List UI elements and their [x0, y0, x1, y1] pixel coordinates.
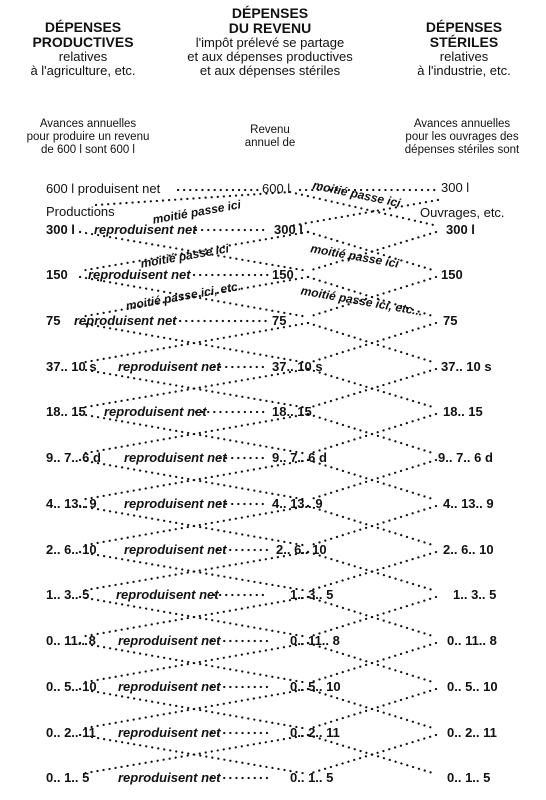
row-right-value: 0.. 11.. 8	[447, 633, 497, 648]
first-row-right-value: 300 l	[441, 180, 470, 195]
row-left-value: 0.. 11.. 8	[46, 633, 96, 648]
row-right-value: 150	[441, 267, 463, 282]
right-subheader-line: pour les ouvrages des	[405, 131, 519, 143]
reproduce-label: reproduisent net	[124, 450, 227, 465]
row-right-value: 0.. 5.. 10	[447, 679, 498, 694]
row-right-value: 37.. 10 s	[441, 359, 492, 374]
half-label: moitié passe ici	[311, 177, 402, 211]
row-center-value: 0.. 5.. 10	[290, 679, 341, 694]
reproduce-label: reproduisent net	[116, 587, 219, 602]
row-center-value: 0.. 1.. 5	[290, 770, 334, 785]
row-left-value: 0.. 2.. 11	[46, 725, 96, 740]
row-right-value: 4.. 13.. 9	[443, 496, 494, 511]
row-left-value: 150	[46, 267, 68, 282]
row-center-value: 300 l	[274, 222, 303, 237]
reproduce-label: reproduisent net	[118, 679, 221, 694]
cross-dotted-line	[308, 643, 436, 683]
row-center-value: 1.. 3.. 5	[290, 587, 334, 602]
row-left-value: 0.. 1.. 5	[46, 770, 90, 785]
half-label: moitié passe ici	[309, 241, 400, 271]
row-right-value: 0.. 1.. 5	[447, 770, 491, 785]
row-center-value: 150	[272, 267, 294, 282]
cross-dotted-line	[308, 552, 436, 591]
cross-dotted-line	[308, 369, 436, 408]
row-left-value: 75	[46, 313, 61, 328]
right-header-title2: STÉRILES	[429, 34, 499, 50]
reproduce-label: reproduisent net	[118, 633, 221, 648]
left-header-line2: à l'agriculture, etc.	[30, 63, 136, 78]
left-header-line1: relatives	[58, 49, 108, 64]
cross-dotted-line	[308, 689, 436, 729]
center-subheader-line: annuel de	[244, 137, 296, 149]
row-right-value: 75	[443, 313, 458, 328]
right-subheader-line: Avances annuelles	[413, 118, 511, 130]
reproduce-label: reproduisent net	[94, 222, 197, 237]
row-right-value: 9.. 7.. 6 d	[438, 450, 493, 465]
row-center-value: 18.. 15	[272, 404, 312, 419]
row-center-value: 75	[272, 313, 287, 328]
first-row-center-value: 600 l	[262, 181, 291, 196]
row-center-value: 4.. 13.. 9	[272, 496, 323, 511]
center-header-line1: l'impôt prélevé se partage	[195, 35, 345, 50]
cross-dotted-line	[308, 460, 436, 500]
center-header-line3: et aux dépenses stériles	[199, 63, 341, 78]
left-header-title2: PRODUCTIVES	[32, 34, 134, 50]
left-subheader-line: pour produire un revenu	[26, 131, 150, 143]
reproduce-label: reproduisent net	[104, 404, 207, 419]
left-subheader-line: Avances annuelles	[39, 118, 137, 130]
row-center-value: 37.. 10 s	[272, 359, 323, 374]
reproduce-label: reproduisent net	[124, 496, 227, 511]
row-left-value: 1.. 3.. 5	[46, 587, 90, 602]
right-header-title1: DÉPENSES	[425, 19, 503, 35]
row-left-value: 0.. 5.. 10	[46, 679, 97, 694]
row-right-value: 1.. 3.. 5	[453, 587, 497, 602]
row-right-value: 2.. 6.. 10	[443, 542, 494, 557]
half-label: moitié passe ici, etc.	[124, 278, 243, 314]
right-header-line1: relatives	[439, 49, 489, 64]
reproduce-label: reproduisent net	[118, 725, 221, 740]
row-center-value: 9.. 7.. 6 d	[272, 450, 327, 465]
right-header-line2: à l'industrie, etc.	[417, 63, 511, 78]
row-center-value: 0.. 11.. 8	[290, 633, 340, 648]
row-left-value: 9.. 7.. 6 d	[46, 450, 101, 465]
productions-label: Productions	[46, 204, 115, 219]
reproduce-label: reproduisent net	[118, 770, 221, 785]
center-subheader-line: Revenu	[250, 124, 290, 136]
center-header-title1: DÉPENSES	[231, 5, 309, 21]
row-center-value: 0.. 2.. 11	[290, 725, 340, 740]
first-row-left-text: 600 l produisent net	[46, 181, 161, 196]
reproduce-label: reproduisent net	[74, 313, 177, 328]
cross-dotted-line	[308, 597, 436, 637]
reproduce-label: reproduisent net	[118, 359, 221, 374]
row-left-value: 300 l	[46, 222, 75, 237]
half-label: moitié passe ici	[151, 197, 242, 227]
half-label: moitié passe ici, etc...	[299, 283, 424, 319]
cross-dotted-line	[308, 506, 436, 546]
center-header-line2: et aux dépenses productives	[187, 49, 353, 64]
cross-dotted-line	[308, 414, 436, 454]
row-right-value: 18.. 15	[443, 404, 483, 419]
left-subheader-line: de 600 l sont 600 l	[41, 144, 135, 156]
reproduce-label: reproduisent net	[124, 542, 227, 557]
row-right-value: 0.. 2.. 11	[447, 725, 497, 740]
cross-dotted-line	[308, 323, 436, 363]
row-center-value: 2.. 6.. 10	[276, 542, 327, 557]
row-left-value: 18.. 15	[46, 404, 86, 419]
row-right-value: 300 l	[446, 222, 475, 237]
reproduce-label: reproduisent net	[88, 267, 191, 282]
half-label: moitié passe ici	[139, 241, 230, 271]
left-header-title1: DÉPENSES	[44, 19, 122, 35]
center-header-title2: DU REVENU	[228, 20, 312, 36]
row-left-value: 37.. 10 s	[46, 359, 97, 374]
row-left-value: 2.. 6.. 10	[46, 542, 97, 557]
right-subheader-line: dépenses stériles sont	[404, 144, 520, 156]
row-left-value: 4.. 13.. 9	[46, 496, 97, 511]
ouvrages-label: Ouvrages, etc.	[420, 205, 505, 220]
